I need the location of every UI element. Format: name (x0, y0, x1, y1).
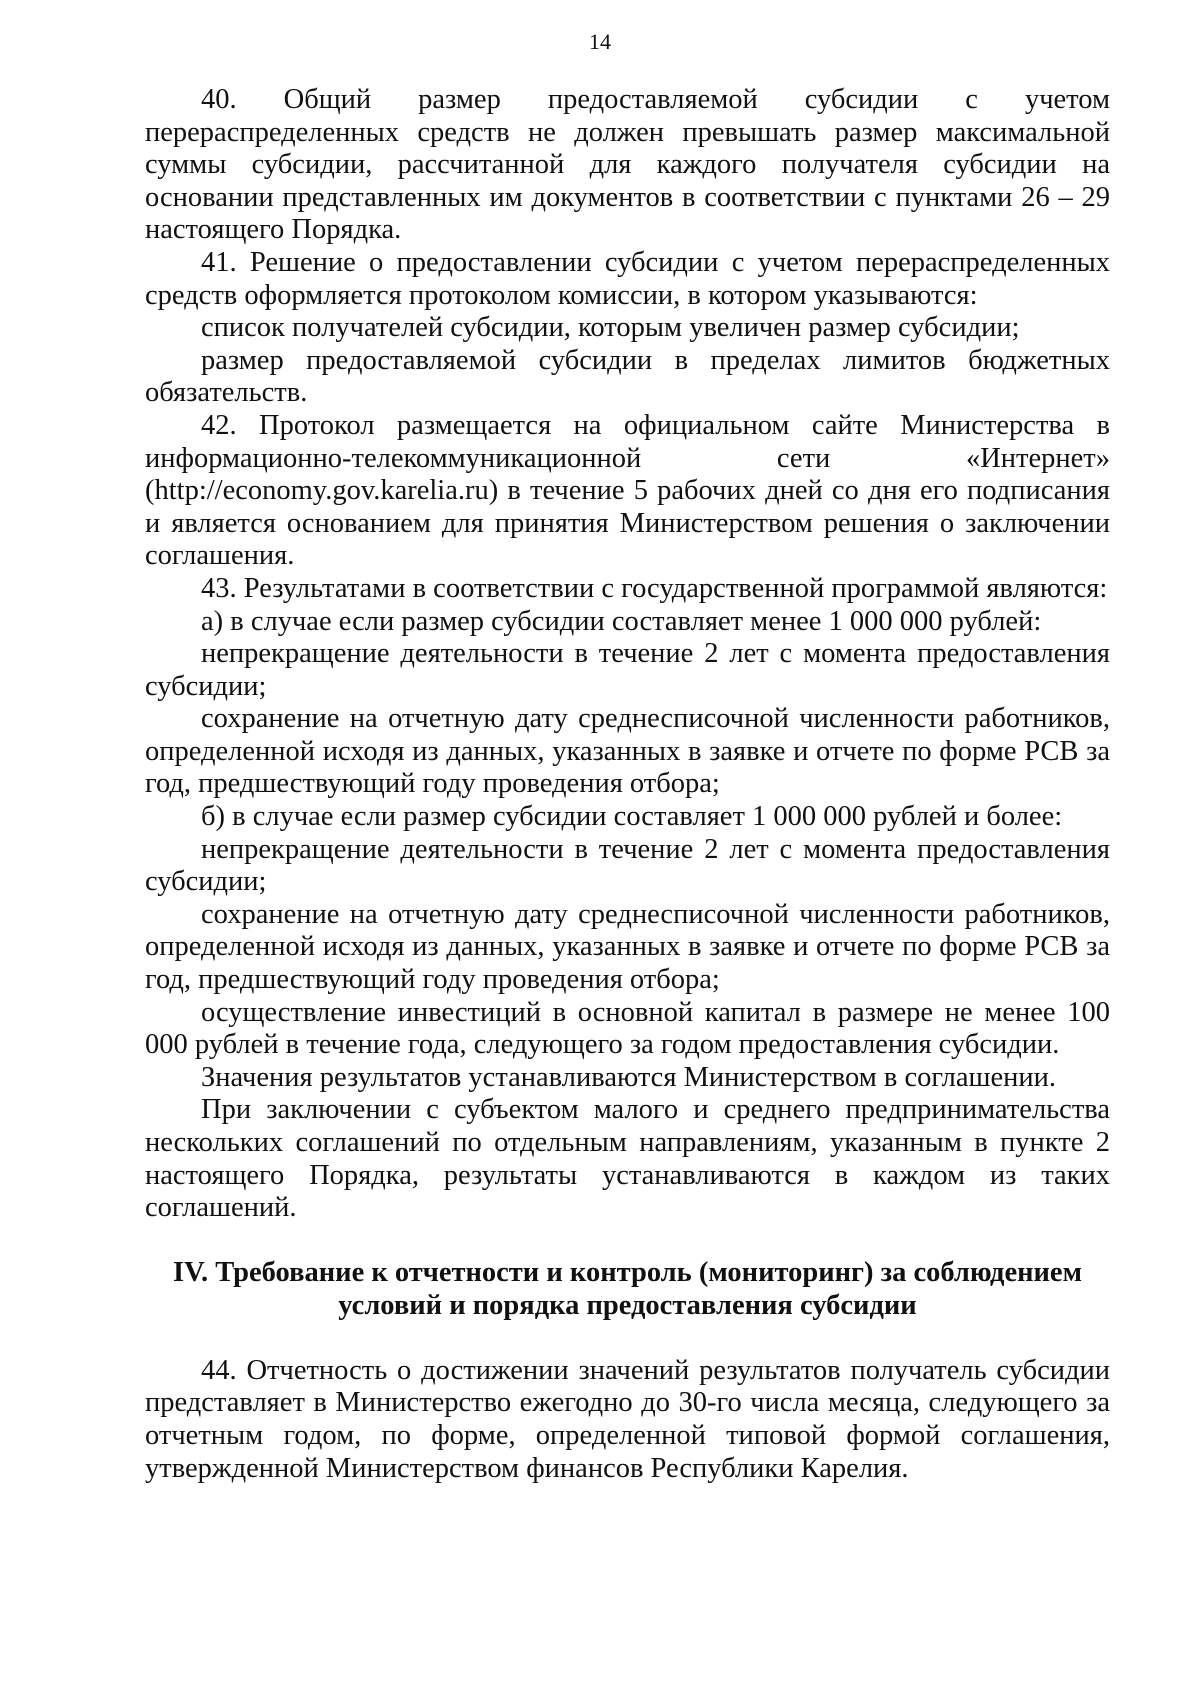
paragraph-41-item-recipients: список получателей субсидии, которым увеличен размер субсидии; (201, 312, 1020, 344)
paragraph-43-case-b-item-2: сохранение на отчетную дату среднесписочной численности работников, определенной исходя из данных, указанных в заявке и отчете по форме РСВ за год, предшествующий году проведения отбора; (145, 898, 1110, 996)
section-heading-line-1: IV. Требование к отчетности и контроль (мониторинг) за соблюдением (173, 1256, 1082, 1288)
paragraph-43: 43. Результатами в соответствии с государственной программой являются: (201, 572, 1108, 604)
page-number: 14 (589, 29, 611, 54)
paragraph-43-case-a-item-1: непрекращение деятельности в течение 2 лет с момента предоставления субсидии; (145, 638, 1110, 702)
paragraph-results-values: Значения результатов устанавливаются Министерством в соглашении. (201, 1061, 1056, 1093)
paragraph-43-case-b: б) в случае если размер субсидии составляет 1 000 000 рублей и более: (201, 801, 1063, 833)
paragraph-43-case-a-item-2: сохранение на отчетную дату среднесписочной численности работников, определенной исходя из данных, указанных в заявке и отчете по форме РСВ за год, предшествующий году проведения отбора; (145, 703, 1110, 800)
paragraph-42: 42. Протокол размещается на официальном сайте Министерства в информационно-телекоммуникационной сети «Интернет» (http://economy.gov.karelia.ru) в течение 5 рабочих дней со дня его подписания и является основанием для принятия Министерством решения о заключении соглашения. (145, 409, 1110, 572)
paragraph-44: 44. Отчетность о достижении значений результатов получатель субсидии представляет в Министерство ежегодно до 30-го числа месяца, следующего за отчетным годом, по форме, определенной типовой формой соглашения, утвержденной Министерством финансов Республики Карелия. (145, 1354, 1110, 1484)
paragraph-multiple-agreements: При заключении с субъектом малого и среднего предпринимательства нескольких соглашений по отдельным направлениям, указанным в пункте 2 настоящего Порядка, результаты устанавливаются в каждом из таких соглашений. (145, 1094, 1110, 1224)
paragraph-41-item-amount: размер предоставляемой субсидии в пределах лимитов бюджетных обязательств. (145, 344, 1110, 409)
paragraph-43-case-b-item-1: непрекращение деятельности в течение 2 лет с момента предоставления субсидии; (145, 833, 1110, 898)
paragraph-43-case-a: а) в случае если размер субсидии составляет менее 1 000 000 рублей: (201, 605, 1042, 637)
document-body (145, 84, 1110, 1485)
paragraph-43-case-b-item-3: осуществление инвестиций в основной капитал в размере не менее 100 000 рублей в течение года, следующего за годом предоставления субсидии. (145, 996, 1110, 1061)
paragraph-40: 40. Общий размер предоставляемой субсидии с учетом перераспределенных средств не должен превышать размер максимальной суммы субсидии, рассчитанной для каждого получателя субсидии на основании представленных им документов в соответствии с пунктами 26 – 29 настоящего Порядка. (145, 84, 1110, 246)
section-heading-line-2: условий и порядка предоставления субсидии (338, 1289, 917, 1321)
section-heading (145, 1256, 1110, 1322)
paragraph-41: 41. Решение о предоставлении субсидии с учетом перераспределенных средств оформляется протоколом комиссии, в котором указываются: (145, 246, 1110, 311)
